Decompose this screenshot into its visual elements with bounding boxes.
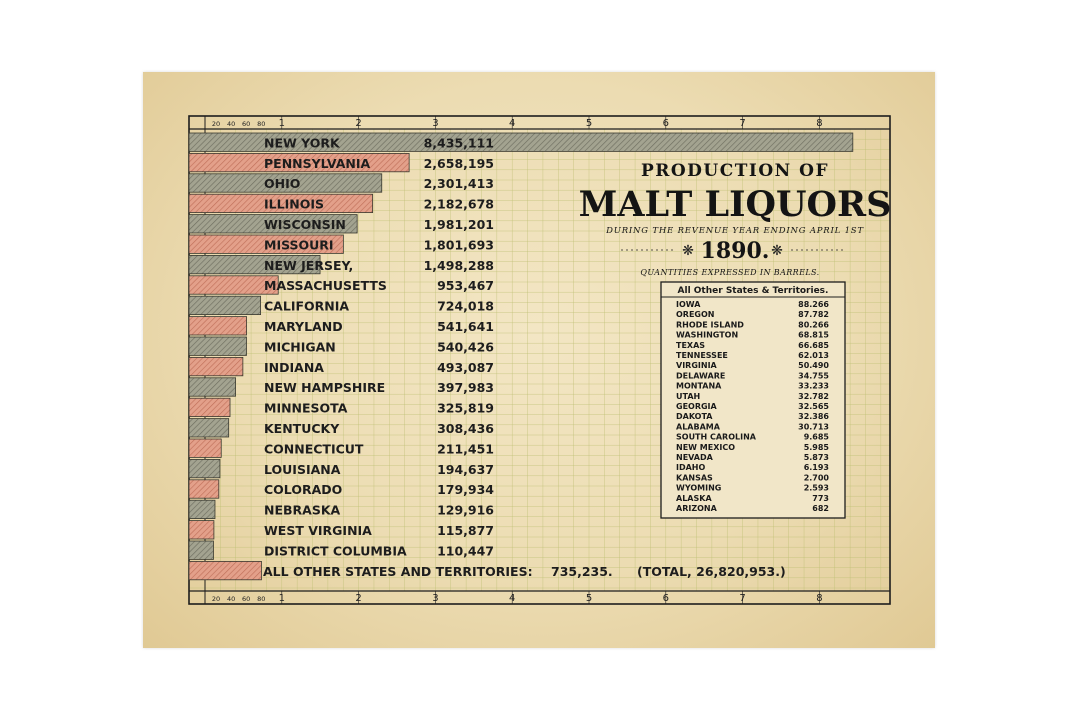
others-table-value: 2.700 <box>803 473 829 483</box>
others-table-value: 5.985 <box>803 442 829 452</box>
others-table-value: 80.266 <box>798 320 829 330</box>
others-table-state: UTAH <box>676 391 701 401</box>
state-value: 493,087 <box>437 359 494 375</box>
others-table-state: NEVADA <box>676 453 713 462</box>
others-table-value: 33.233 <box>798 381 829 391</box>
state-label: MARYLAND <box>264 319 343 334</box>
others-table-value: 2.593 <box>803 483 829 493</box>
state-label: MINNESOTA <box>264 400 348 416</box>
year: 1890. <box>700 238 770 264</box>
state-label: NEW HAMPSHIRE <box>264 380 386 396</box>
state-label: OHIO <box>264 176 301 192</box>
state-label: DISTRICT COLUMBIA <box>264 543 407 559</box>
others-table-state: DELAWARE <box>676 371 726 381</box>
state-label: WEST VIRGINIA <box>264 523 372 538</box>
others-table-state: WASHINGTON <box>676 330 739 340</box>
others-table-state: IDAHO <box>676 463 706 473</box>
bottom-major-tick-label: 5 <box>585 593 593 604</box>
others-table-state: KANSAS <box>676 473 713 483</box>
bar-all-other-states <box>189 561 261 579</box>
top-major-tick-label: 4 <box>509 118 516 129</box>
bar-new-hampshire <box>189 378 236 396</box>
others-table-value: 32.565 <box>798 402 829 411</box>
bottom-minor-tick-label: 20 <box>211 595 221 603</box>
bottom-minor-tick-label: 80 <box>257 595 266 603</box>
bar-west-virginia <box>189 521 214 539</box>
others-table-value: 30.713 <box>798 422 829 432</box>
others-table-value: 682 <box>812 504 829 513</box>
bar-district-columbia <box>189 541 213 559</box>
state-value: 1,498,288 <box>423 257 494 273</box>
others-table-state: TEXAS <box>676 340 706 350</box>
state-value: 953,467 <box>437 278 494 294</box>
state-value: 325,819 <box>437 400 494 416</box>
bar-nebraska <box>189 500 215 518</box>
state-label: PENNSYLVANIA <box>264 155 371 171</box>
others-table-value: 68.815 <box>798 330 829 340</box>
others-table-value: 5.873 <box>803 453 829 462</box>
bottom-minor-tick-label: 40 <box>226 595 236 603</box>
subtitle: DURING THE REVENUE YEAR ENDING APRIL 1ST <box>606 226 864 236</box>
top-major-tick-label: 3 <box>432 118 439 129</box>
top-major-tick-label: 8 <box>816 118 823 129</box>
flourish-left-icon: ❋ <box>682 243 694 259</box>
malt-liquors-chart <box>143 72 935 648</box>
bottom-major-tick-label: 8 <box>816 593 823 604</box>
bar-louisiana <box>189 459 220 477</box>
state-value: 115,877 <box>437 523 494 538</box>
bar-minnesota <box>189 398 230 416</box>
state-label: CONNECTICUT <box>264 441 364 457</box>
bottom-major-tick-label: 1 <box>278 593 285 604</box>
state-value: 211,451 <box>437 441 494 457</box>
bar-indiana <box>189 357 243 375</box>
others-table-value: 66.685 <box>798 340 829 350</box>
others-table-state: IOWA <box>676 300 701 309</box>
others-table-state: RHODE ISLAND <box>676 320 744 330</box>
others-table-value: 9.685 <box>803 432 829 442</box>
others-table-value: 87.782 <box>798 310 829 320</box>
others-table-value: 62.013 <box>798 351 829 360</box>
bar-california <box>189 296 261 314</box>
state-value: 194,637 <box>437 461 494 477</box>
state-value: 541,641 <box>437 319 494 334</box>
title-block <box>579 161 892 277</box>
top-major-tick-label: 2 <box>355 118 362 129</box>
others-table-state: SOUTH CAROLINA <box>676 432 756 442</box>
others-table-state: WYOMING <box>676 483 722 493</box>
others-table-header: All Other States & Territories. <box>677 286 829 296</box>
state-label: NEW JERSEY, <box>264 257 354 273</box>
others-label: ALL OTHER STATES AND TERRITORIES: <box>263 563 533 579</box>
others-table-value: 88.266 <box>798 300 829 309</box>
top-major-tick-label: 7 <box>739 118 746 129</box>
top-major-tick-label: 1 <box>278 118 285 129</box>
flourish-right-icon: ❋ <box>771 243 783 259</box>
bottom-major-tick-label: 3 <box>432 593 439 604</box>
state-value: 540,426 <box>437 339 494 355</box>
top-minor-tick-label: 80 <box>257 120 266 128</box>
others-table-value: 50.490 <box>798 361 829 371</box>
others-table-value: 32.782 <box>798 391 829 401</box>
bottom-minor-tick-label: 60 <box>242 595 251 603</box>
title-line1: PRODUCTION OF <box>640 161 830 181</box>
others-table-state: ARIZONA <box>676 504 717 513</box>
others-table-value: 773 <box>812 493 829 503</box>
others-table-state: ALABAMA <box>676 422 720 432</box>
state-label: KENTUCKY <box>264 421 340 436</box>
bottom-major-tick-label: 7 <box>739 593 746 604</box>
state-label: MICHIGAN <box>264 339 336 355</box>
state-value: 2,182,678 <box>423 196 494 212</box>
top-minor-tick-label: 60 <box>242 120 251 128</box>
others-table-state: TENNESSEE <box>676 351 728 360</box>
state-label: CALIFORNIA <box>264 298 350 314</box>
others-table-state: GEORGIA <box>676 402 717 411</box>
state-value: 110,447 <box>437 543 494 559</box>
state-label: NEW YORK <box>264 135 340 151</box>
top-major-tick-label: 6 <box>662 118 669 129</box>
state-value: 2,301,413 <box>423 176 494 192</box>
others-table-value: 6.193 <box>803 463 829 473</box>
others-table-state: MONTANA <box>676 381 722 391</box>
bottom-major-tick-label: 2 <box>355 593 362 604</box>
state-value: 724,018 <box>437 298 494 314</box>
others-table-state: OREGON <box>676 310 715 320</box>
top-minor-tick-label: 40 <box>226 120 236 128</box>
state-value: 179,934 <box>437 482 494 498</box>
state-value: 1,981,201 <box>423 217 494 232</box>
units-note: QUANTITIES EXPRESSED IN BARRELS. <box>640 268 820 277</box>
bar-michigan <box>189 337 247 355</box>
bar-maryland <box>189 317 247 335</box>
state-label: NEBRASKA <box>264 502 341 518</box>
bottom-major-tick-label: 6 <box>662 593 669 604</box>
state-value: 308,436 <box>437 421 494 436</box>
state-value: 2,658,195 <box>423 155 494 171</box>
bar-colorado <box>189 480 219 498</box>
bottom-major-tick-label: 4 <box>509 593 516 604</box>
others-table <box>661 282 845 518</box>
state-label: ILLINOIS <box>264 196 324 212</box>
others-value: 735,235. <box>551 563 613 579</box>
others-table-state: VIRGINIA <box>676 361 717 371</box>
state-label: WISCONSIN <box>264 217 346 232</box>
others-table-state: ALASKA <box>676 493 712 503</box>
poster <box>143 72 935 648</box>
bar-connecticut <box>189 439 221 457</box>
state-label: LOUISIANA <box>264 461 341 477</box>
top-minor-tick-label: 20 <box>211 120 221 128</box>
state-value: 129,916 <box>437 502 494 518</box>
state-label: INDIANA <box>264 359 324 375</box>
state-label: COLORADO <box>264 482 343 498</box>
top-major-tick-label: 5 <box>585 118 593 129</box>
state-label: MISSOURI <box>264 237 334 253</box>
state-value: 397,983 <box>437 380 494 396</box>
others-table-value: 32.386 <box>798 412 829 422</box>
title-line2: MALT LIQUORS <box>578 184 892 225</box>
state-value: 1,801,693 <box>423 237 494 253</box>
others-table-value: 34.755 <box>798 371 829 381</box>
others-table-state: DAKOTA <box>676 412 713 422</box>
total-label: (TOTAL, 26,820,953.) <box>637 563 786 579</box>
state-value: 8,435,111 <box>423 135 494 151</box>
others-table-state: NEW MEXICO <box>676 442 736 452</box>
bar-kentucky <box>189 419 229 437</box>
state-label: MASSACHUSETTS <box>264 278 387 294</box>
